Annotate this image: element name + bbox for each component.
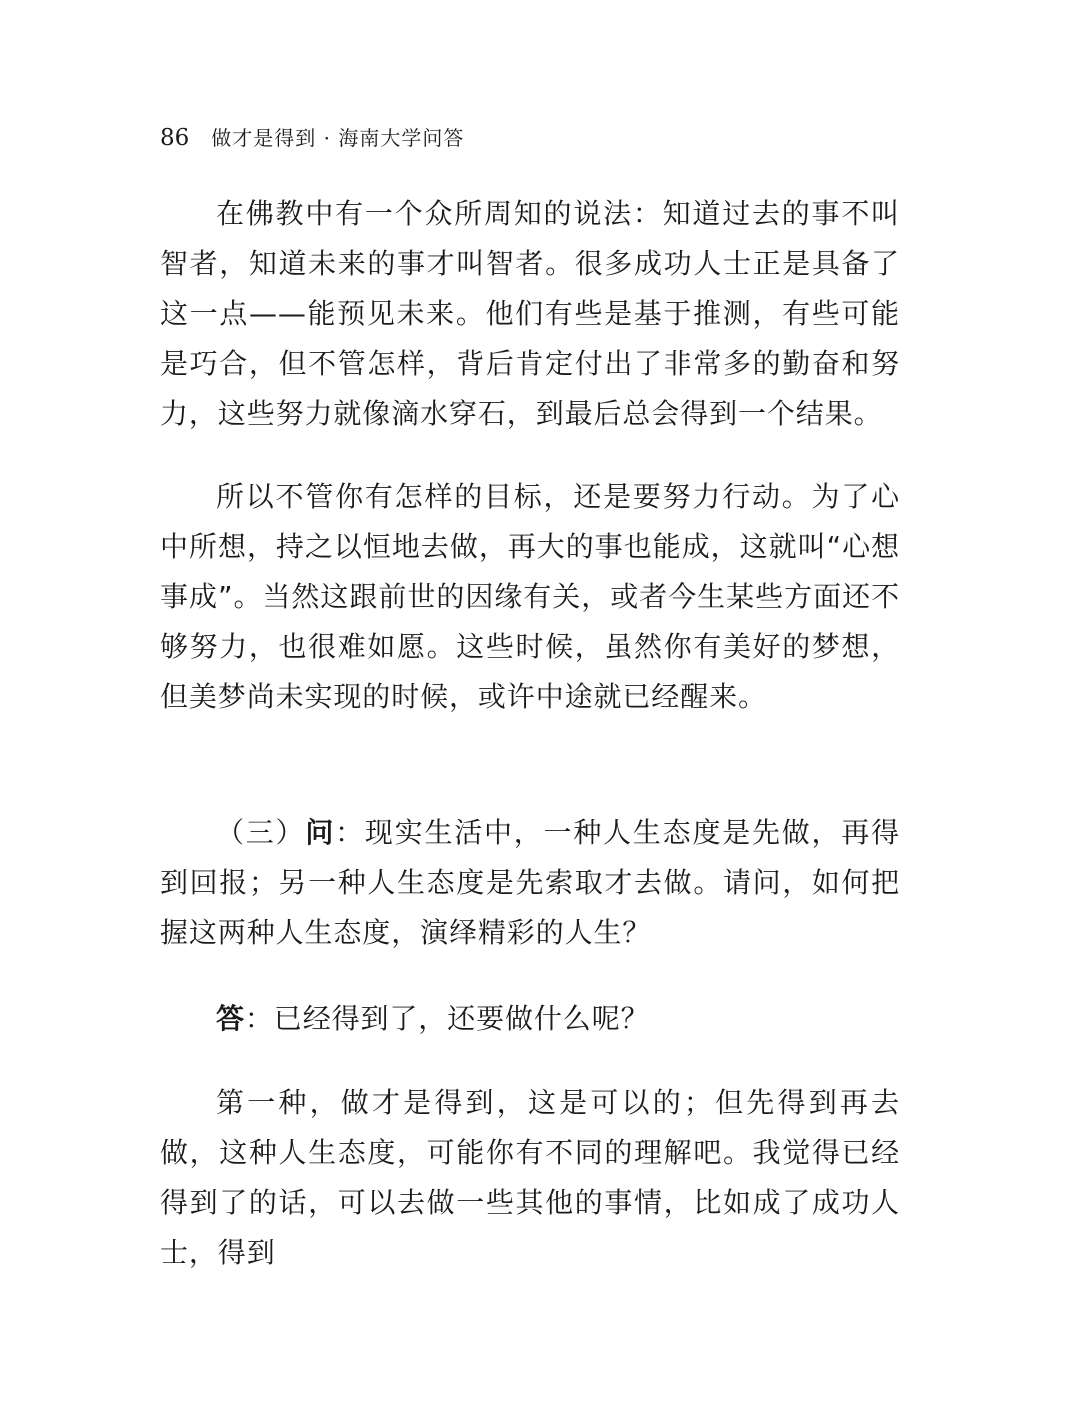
- page-number: 86: [160, 125, 190, 151]
- paragraph-1: 在佛教中有一个众所周知的说法：知道过去的事不叫智者，知道未来的事才叫智者。很多成功人士正是具备了这一点——能预见未来。他们有些是基于推测，有些可能是巧合，但不管怎样，背后肯定付出了非常多的勤奋和努力，这些努力就像滴水穿石，到最后总会得到一个结果。: [160, 197, 900, 430]
- running-title: 做才是得到 · 海南大学问答: [211, 126, 465, 150]
- paragraph-5: 第一种，做才是得到，这是可以的；但先得到再去做，这种人生态度，可能你有不同的理解吧。我觉得已经得到了的话，可以去做一些其他的事情，比如成了成功人士，得到: [160, 1086, 900, 1269]
- question-marker: 问: [305, 816, 336, 849]
- answer-paragraph: [160, 994, 900, 1044]
- page-header: [160, 122, 464, 156]
- paragraph-2: 所以不管你有怎样的目标，还是要努力行动。为了心中所想，持之以恒地去做，再大的事也能成，这就叫“心想事成”。当然这跟前世的因缘有关，或者今生某些方面还不够努力，也很难如愿。这些时候，虽然你有美好的梦想，但美梦尚未实现的时候，或许中途就已经醒来。: [160, 480, 900, 713]
- question-number: （三）: [216, 816, 306, 849]
- question-text: ：现实生活中，一种人生态度是先做，再得到回报；另一种人生态度是先索取才去做。请问，如何把握这两种人生态度，演绎精彩的人生？: [160, 816, 901, 949]
- answer-text: ：已经得到了，还要做什么呢？: [244, 1002, 650, 1035]
- answer-marker: 答: [216, 1002, 245, 1035]
- question-paragraph: [160, 808, 900, 958]
